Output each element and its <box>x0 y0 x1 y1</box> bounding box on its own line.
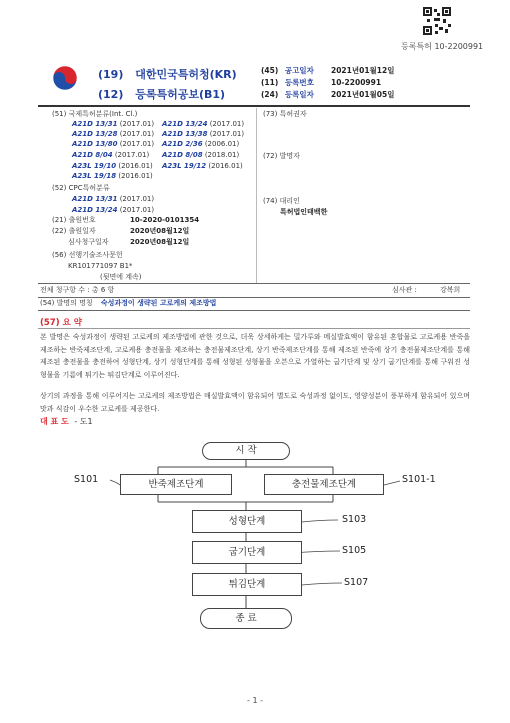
application-number: 10-2020-0101354 <box>130 216 200 224</box>
abstract-heading: (57) 요 약 <box>40 318 82 328</box>
ipc-title: (51) 국제특허분류(Int. Cl.) <box>52 110 138 118</box>
application-date-label: (22) 출원일자 <box>52 227 96 235</box>
invention-title-label: (54) 발명의 명칭 <box>40 299 93 307</box>
top-registration-number: 등록특허 10-2200991 <box>401 42 484 51</box>
biblio-registration-number: (11) 등록번호 10-2200991 <box>261 78 382 87</box>
publication-code: (12) <box>98 88 124 101</box>
application-date: 2020년08월12일 <box>130 227 190 235</box>
flow-end: 종 료 <box>200 608 292 629</box>
cpc-title: (52) CPC특허분류 <box>52 184 110 192</box>
abstract-paragraph-2: 상기의 과정을 통해 이루어지는 고로케의 제조방법은 매실발효액이 함유되어 별도로 숙성과정 없이도, 영양성분이 풍부하게 함유되어 있으며 맛과 식감이 우수한 고로케를 제공한다. <box>40 392 470 413</box>
label-s107: S107 <box>344 577 369 588</box>
exam-request-date: 2020년08월12일 <box>130 238 190 246</box>
ipc-row: A21D 8/04 (2017.01) A21D 8/08 (2018.01) <box>72 151 240 159</box>
flow-step-dough: 반죽제조단계 <box>120 474 232 495</box>
biblio-publication-date: (45) 공고일자 2021년01월12일 <box>261 66 395 75</box>
ipc-row: A23L 19/18 (2016.01) <box>72 172 153 180</box>
exam-request-label: 심사청구일자 <box>68 238 109 246</box>
cpc-row: A21D 13/24 (2017.01) <box>72 206 155 214</box>
office-name: 대한민국특허청(KR) <box>135 68 237 81</box>
ipc-row: A23L 19/10 (2016.01) A23L 19/12 (2016.01) <box>72 162 243 170</box>
ipc-row: A21D 13/80 (2017.01) A21D 2/36 (2006.01) <box>72 140 240 148</box>
inventor-label: (72) 발명자 <box>263 152 300 160</box>
prior-art-label: (56) 선행기술조사문헌 <box>52 251 123 259</box>
ipc-row: A21D 13/31 (2017.01) A21D 13/24 (2017.01) <box>72 120 245 128</box>
ipc-row: A21D 13/28 (2017.01) A21D 13/38 (2017.01) <box>72 130 245 138</box>
total-claims: 전체 청구항 수 : 총 6 항 <box>40 286 115 294</box>
abstract-paragraph-1: 본 발명은 숙성과정이 생략된 고로케의 제조방법에 관한 것으로, 더욱 상세하게는 밀가루와 메실발효액이 함유된 혼합물로 고로케용 반죽을 제조하는 반죽제조단계, 고로케용 충전물을 제조하는 충전물제조단계, 상기 반죽제조단계를 통해 제조된 반죽에 상기 충전물제조단계를 통해 제조된 충전물을 충전하여 성형단계, 상기 성형단계를 통해 성형된 성형물을 오븐으로 가열하는 굽기단계 및 상기 굽기단계를 통해 구워진 성형물을 기름에 튀기는 튀김단계로 이루어진다. <box>40 333 470 379</box>
label-s103: S103 <box>342 514 367 525</box>
flow-step-baking: 굽기단계 <box>192 541 302 564</box>
flow-step-shaping: 성형단계 <box>192 510 302 533</box>
agent-label: (74) 대리인 <box>263 197 300 205</box>
biblio-registration-date: (24) 등록일자 2021년01월05일 <box>261 90 395 99</box>
flow-step-frying: 튀김단계 <box>192 573 302 596</box>
patentee-label: (73) 특허권자 <box>263 110 307 118</box>
agent-name: 특허법인태백한 <box>280 208 328 216</box>
continued-on-back: (뒷면에 계속) <box>100 273 142 281</box>
application-number-label: (21) 출원번호 <box>52 216 96 224</box>
examiner-label: 심사관 : <box>392 286 417 294</box>
office-code: (19) <box>98 68 124 81</box>
examiner-name: 강복희 <box>440 286 461 294</box>
label-s101-1: S101-1 <box>402 474 436 485</box>
flow-step-filling: 충전물제조단계 <box>264 474 384 495</box>
page-number: - 1 - <box>247 696 263 705</box>
label-s101: S101 <box>74 474 99 485</box>
cpc-row: A21D 13/31 (2017.01) <box>72 195 155 203</box>
publication-type: 등록특허공보(B1) <box>135 88 226 101</box>
invention-title: 숙성과정이 생략된 고로케의 제조방법 <box>100 299 217 307</box>
label-s105: S105 <box>342 545 367 556</box>
representative-figure-value: - 도1 <box>74 417 93 426</box>
flow-start: 시 작 <box>202 442 290 460</box>
representative-figure-label: 대 표 도 <box>40 417 69 426</box>
prior-art-document: KR101771097 B1* <box>68 262 133 270</box>
